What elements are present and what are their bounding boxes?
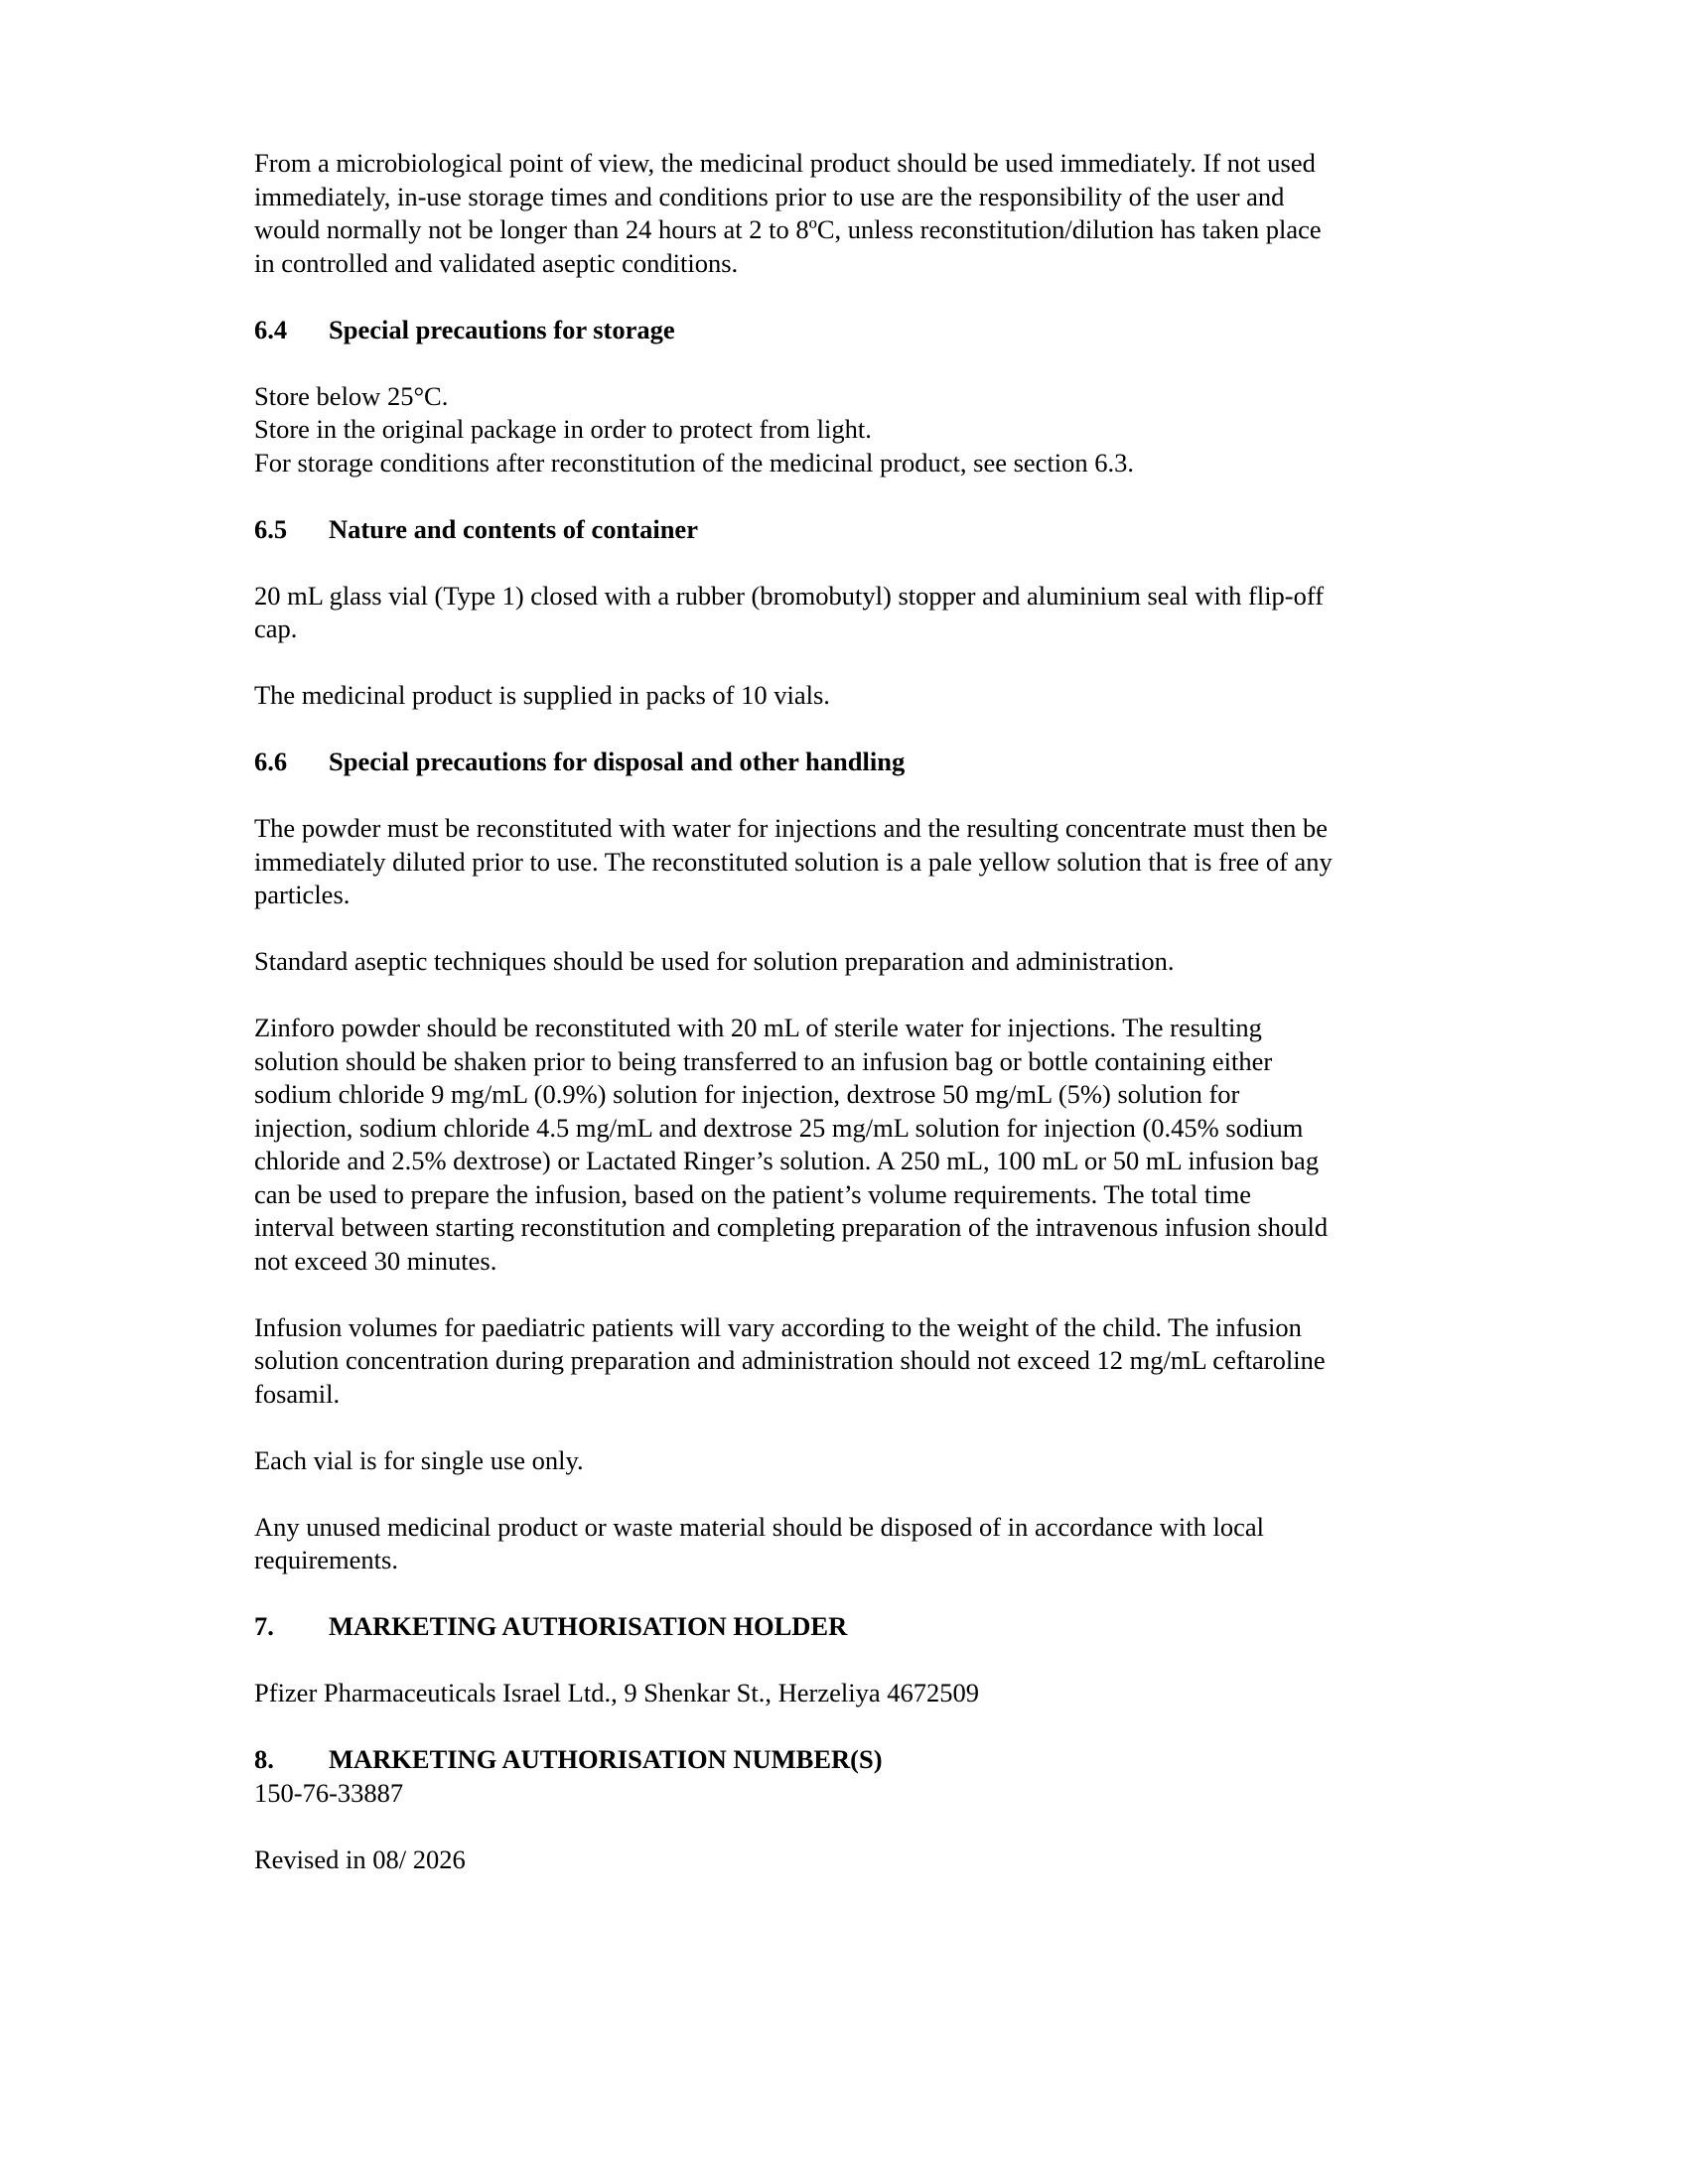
- text-line: From a microbiological point of view, the medicinal product should be used immediately. If not used: [254, 148, 1316, 178]
- section-heading-6-4: [254, 314, 1446, 347]
- text-line: Revised in 08/ 2026: [254, 1843, 466, 1874]
- section-heading-6-5: [254, 513, 1446, 547]
- document-page: [254, 147, 1446, 1876]
- section-number: 8.: [254, 1744, 274, 1774]
- container-paragraph: [254, 580, 1446, 646]
- section-heading-6-6: [254, 746, 1446, 779]
- text-line: The powder must be reconstituted with water for injections and the resulting concentrate must then be: [254, 813, 1329, 843]
- text-line: Store in the original package in order to protect from light.: [254, 414, 872, 444]
- text-line: cap.: [254, 614, 298, 643]
- text-line: Standard aseptic techniques should be used for solution preparation and administration.: [254, 946, 1175, 976]
- text-line: injection, sodium chloride 4.5 mg/mL and dextrose 25 mg/mL solution for injection (0.45% sodium: [254, 1112, 1304, 1143]
- text-line: sodium chloride 9 mg/mL (0.9%) solution for injection, dextrose 50 mg/mL (5%) solution for: [254, 1079, 1240, 1109]
- disposal-paragraph: [254, 1511, 1446, 1577]
- zinforo-paragraph: [254, 1012, 1446, 1278]
- text-line: not exceed 30 minutes.: [254, 1245, 497, 1276]
- text-line: would normally not be longer than 24 hours at 2 to 8ºC, unless reconstitution/dilution has taken place: [254, 214, 1322, 244]
- text-line: Pfizer Pharmaceuticals Israel Ltd., 9 Shenkar St., Herzeliya 4672509: [254, 1678, 979, 1707]
- text-line: 150-76-33887: [254, 1777, 404, 1808]
- text-line: Infusion volumes for paediatric patients will vary according to the weight of the child. The infusion: [254, 1311, 1302, 1342]
- text-line: chloride and 2.5% dextrose) or Lactated Ringer’s solution. A 250 mL, 100 mL or 50 mL infusion bag: [254, 1146, 1320, 1175]
- text-line: interval between starting reconstitution and completing preparation of the intravenous infusion should: [254, 1212, 1329, 1242]
- text-line: particles.: [254, 880, 351, 909]
- text-line: The medicinal product is supplied in packs of 10 vials.: [254, 680, 830, 710]
- storage-paragraph: [254, 380, 1446, 480]
- aseptic-paragraph: [254, 945, 1446, 979]
- text-line: Store below 25°C.: [254, 380, 449, 411]
- section-title: Special precautions for disposal and other handling: [329, 747, 906, 776]
- text-line: fosamil.: [254, 1378, 341, 1409]
- text-line: immediately, in-use storage times and conditions prior to use are the responsibility of the user and: [254, 181, 1285, 211]
- single-use-paragraph: [254, 1444, 1446, 1478]
- text-line: can be used to prepare the infusion, based on the patient’s volume requirements. The total time: [254, 1178, 1252, 1209]
- text-line: 20 mL glass vial (Type 1) closed with a rubber (bromobutyl) stopper and aluminium seal with flip-off: [254, 580, 1325, 611]
- text-line: For storage conditions after reconstitution of the medicinal product, see section 6.3.: [254, 447, 1135, 478]
- text-line: solution concentration during preparation and administration should not exceed 12 mg/mL ceftaroline: [254, 1345, 1326, 1375]
- text-line: requirements.: [254, 1545, 398, 1574]
- section-title: MARKETING AUTHORISATION HOLDER: [329, 1611, 848, 1641]
- section-number: 7.: [254, 1611, 274, 1641]
- section-number: 6.4: [254, 314, 288, 344]
- section-heading-7: [254, 1610, 1446, 1644]
- revised-date: [254, 1843, 1446, 1877]
- section-number: 6.5: [254, 513, 288, 544]
- text-line: Any unused medicinal product or waste material should be disposed of in accordance with local: [254, 1511, 1265, 1542]
- section-title: Nature and contents of container: [329, 513, 698, 544]
- text-line: Each vial is for single use only.: [254, 1444, 584, 1475]
- section-title: Special precautions for storage: [329, 314, 675, 344]
- text-line: immediately diluted prior to use. The reconstituted solution is a pale yellow solution that is free of any: [254, 846, 1333, 877]
- section-heading-8: [254, 1743, 1446, 1777]
- text-line: Zinforo powder should be reconstituted with 20 mL of sterile water for injections. The resulting: [254, 1013, 1262, 1042]
- authorisation-number: [254, 1777, 1446, 1811]
- text-line: in controlled and validated aseptic conditions.: [254, 247, 739, 278]
- intro-paragraph: [254, 147, 1446, 280]
- packs-paragraph: [254, 679, 1446, 713]
- reconstitution-paragraph: [254, 812, 1446, 912]
- section-title: MARKETING AUTHORISATION NUMBER(S): [329, 1744, 883, 1774]
- paediatric-paragraph: [254, 1311, 1446, 1412]
- holder-paragraph: [254, 1677, 1446, 1710]
- text-line: solution should be shaken prior to being transferred to an infusion bag or bottle containing either: [254, 1045, 1273, 1076]
- section-number: 6.6: [254, 747, 288, 776]
